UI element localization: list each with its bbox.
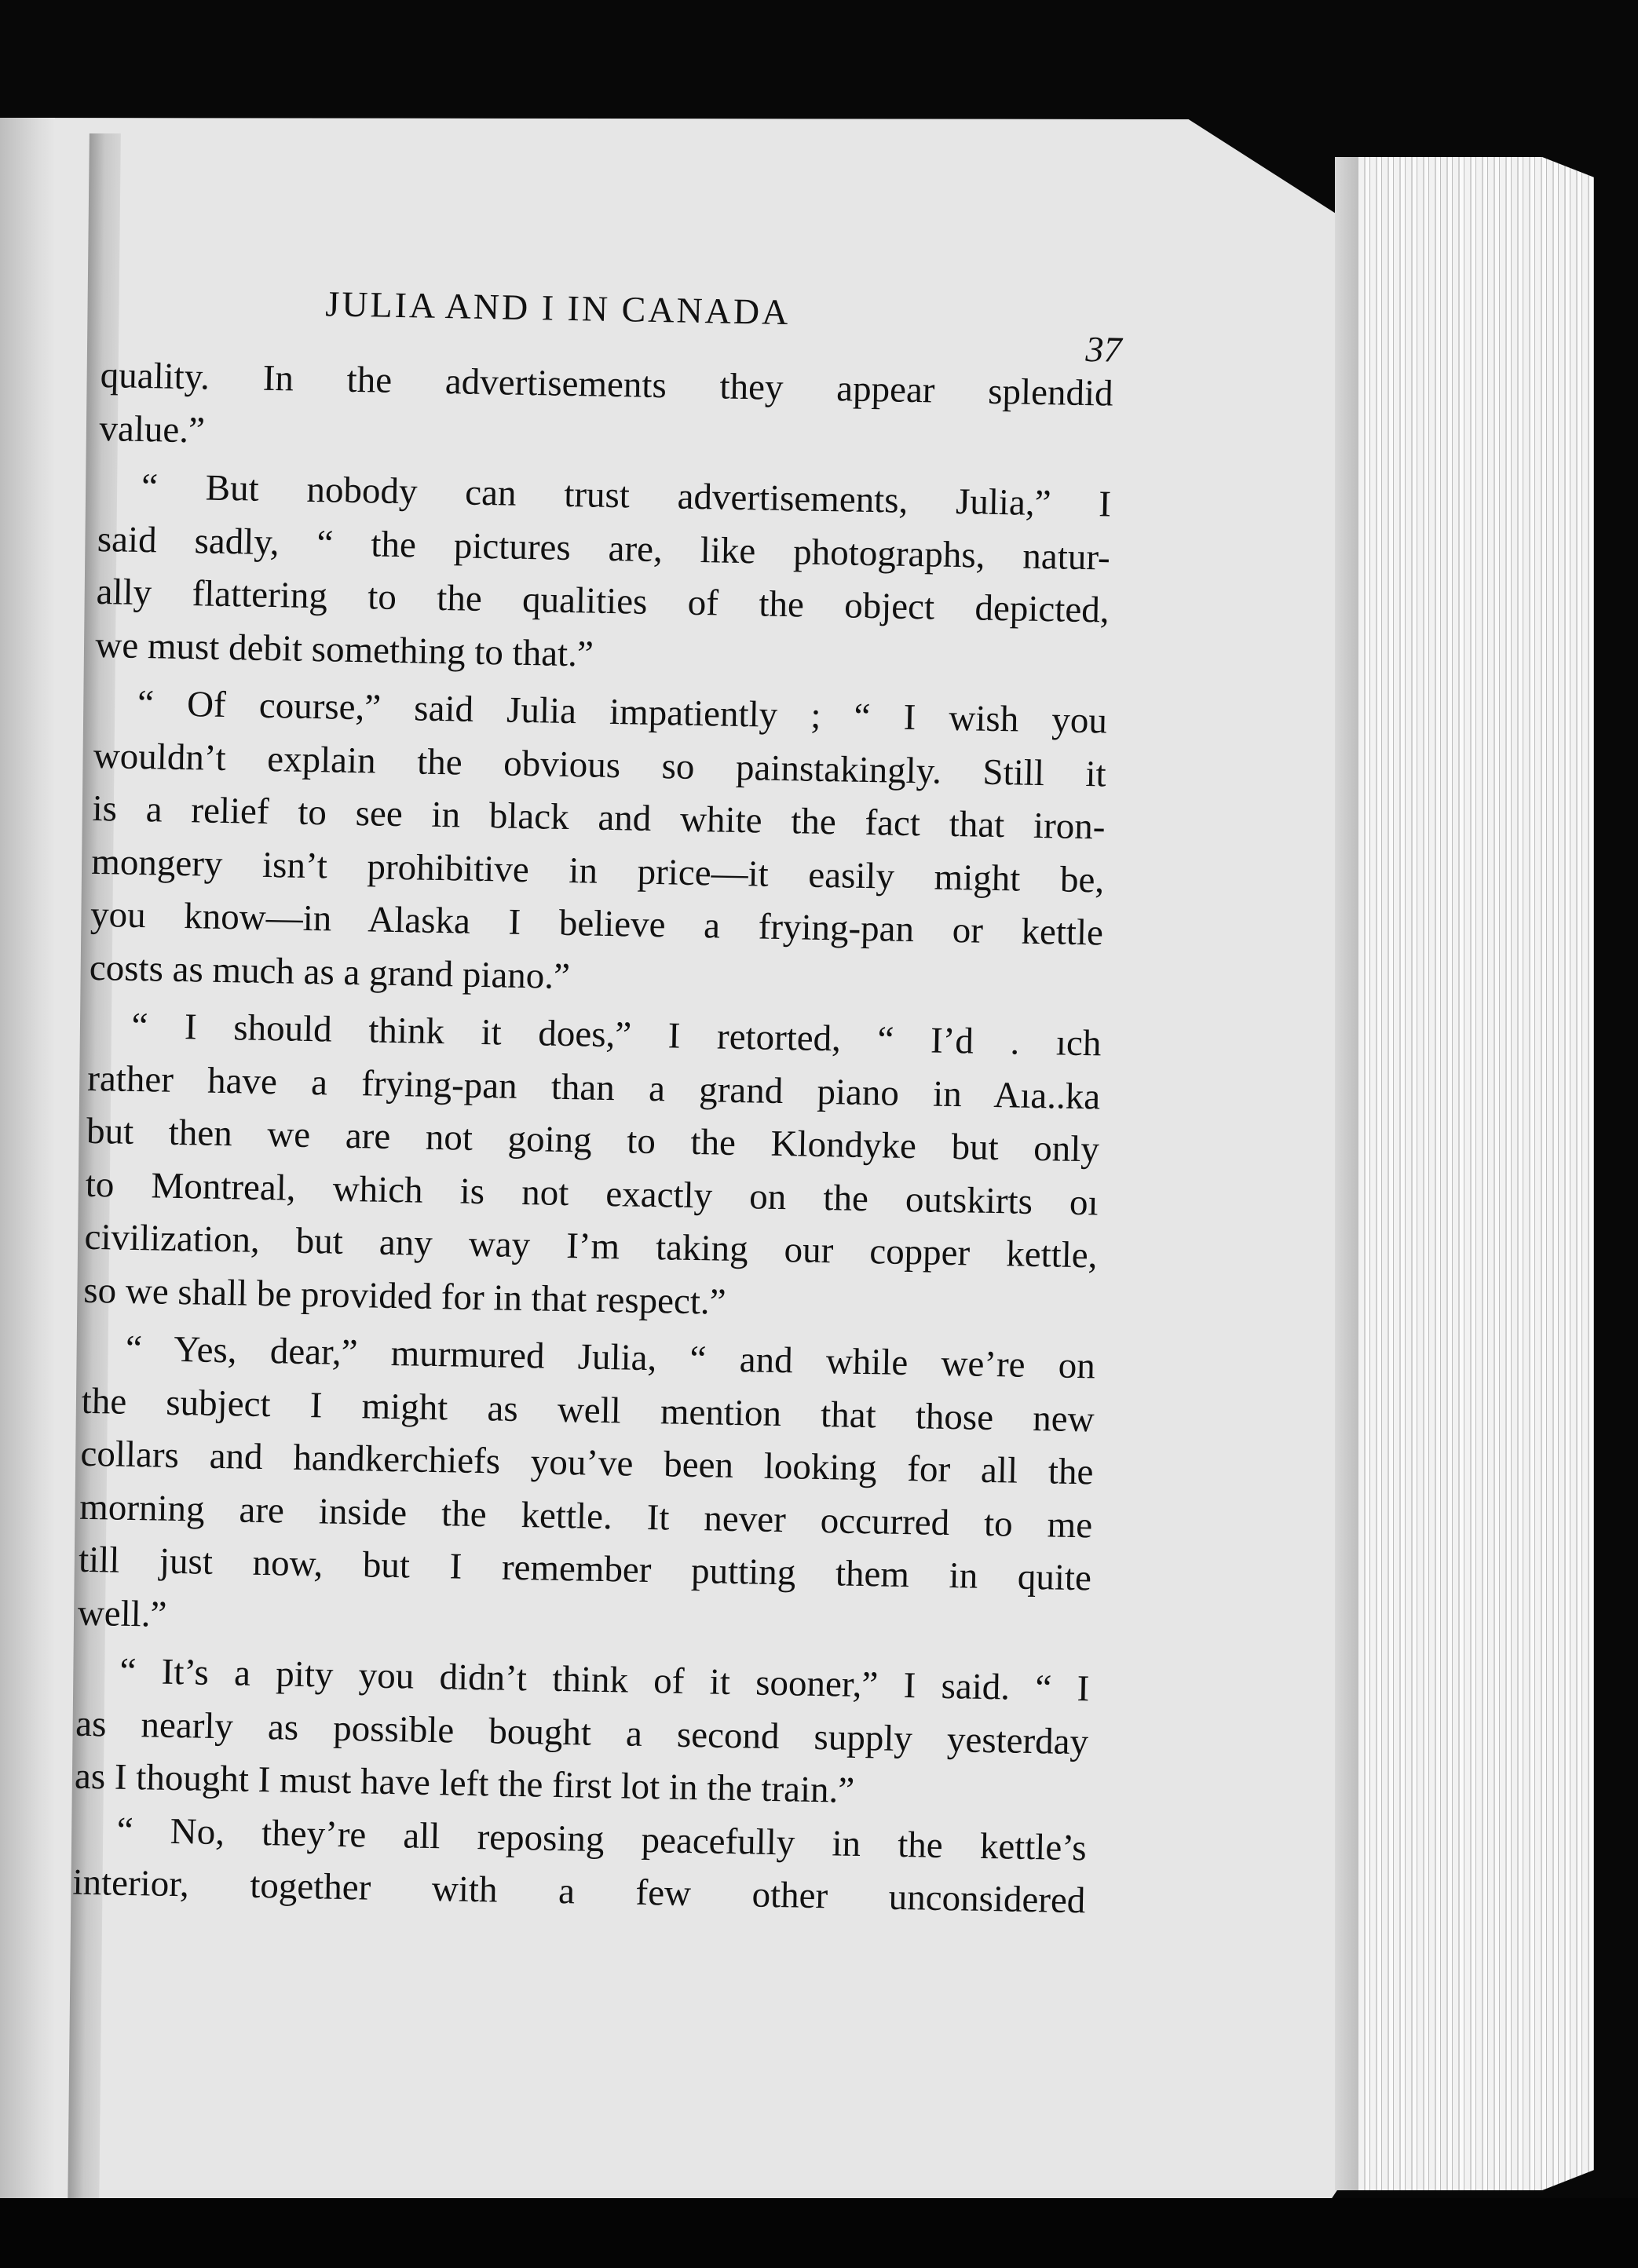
text-line: well.” bbox=[77, 1592, 167, 1635]
text-line: so we shall be provided for in that respect.” bbox=[82, 1269, 727, 1323]
text-line: “ Of course,” said Julia impatiently ; “ I wish you bbox=[137, 682, 1108, 742]
text-line: “ But nobody can trust advertisements, Julia,” I bbox=[141, 466, 1112, 525]
text-line: ally flattering to the qualities of the object depicted, bbox=[96, 571, 1110, 631]
text-line: costs as much as a grand piano.” bbox=[89, 947, 571, 997]
text-block bbox=[72, 279, 1123, 1928]
text-line: “ No, they’re all reposing peacefully in the kettle’s bbox=[116, 1810, 1088, 1868]
text-line: as nearly as possible bought a second supply yesterday bbox=[75, 1703, 1089, 1762]
text-line: “ Yes, dear,” murmured Julia, “ and while we’re on bbox=[125, 1328, 1096, 1387]
text-line: “ I should think it does,” I retorted, “ I’d . ıch bbox=[131, 1005, 1102, 1065]
text-line: rather have a frying-pan than a grand piano in Aıa..ka bbox=[86, 1057, 1101, 1117]
text-line: quality. In the advertisements they appear splendid bbox=[100, 354, 1114, 415]
text-line: civilization, but any way I’m taking our copper kettle, bbox=[84, 1216, 1098, 1276]
text-line: interior, together with a few other unconsidered bbox=[72, 1861, 1086, 1922]
stacked-page-edges bbox=[1358, 157, 1594, 2190]
text-line: till just now, but I remember putting them in quite bbox=[78, 1539, 1092, 1599]
text-line: wouldn’t explain the obvious so painstakingly. Still it bbox=[93, 735, 1107, 795]
text-line: the subject I might as well mention that those new bbox=[81, 1380, 1095, 1440]
running-title: JULIA AND I IN CANADA bbox=[324, 283, 791, 333]
page-number: 37 bbox=[1085, 328, 1123, 370]
text-line: we must debit something to that.” bbox=[94, 624, 594, 675]
text-line: collars and handkerchiefs you’ve been looking for all the bbox=[80, 1433, 1094, 1493]
text-line: morning are inside the kettle. It never occurred to me bbox=[79, 1486, 1093, 1546]
text-line: mongery isn’t prohibitive in price—it easily might be, bbox=[90, 841, 1105, 901]
text-line: “ It’s a pity you didn’t think of it sooner,” I said. “ I bbox=[119, 1650, 1090, 1710]
text-line: as I thought I must have left the first lot in the train.” bbox=[74, 1755, 855, 1811]
scan-background bbox=[0, 2198, 1638, 2268]
text-line: to Montreal, which is not exactly on the outskirts oı bbox=[85, 1163, 1099, 1223]
page-gutter-shadow bbox=[0, 118, 55, 2206]
text-line: but then we are not going to the Klondyke but only bbox=[86, 1110, 1100, 1171]
text-line: said sadly, “ the pictures are, like photographs, natur- bbox=[97, 518, 1111, 579]
text-line: you know—in Alaska I believe a frying-pan or kettle bbox=[90, 893, 1104, 954]
text-line: value.” bbox=[99, 407, 206, 451]
text-line: is a relief to see in black and white the fact that iron- bbox=[92, 787, 1106, 848]
